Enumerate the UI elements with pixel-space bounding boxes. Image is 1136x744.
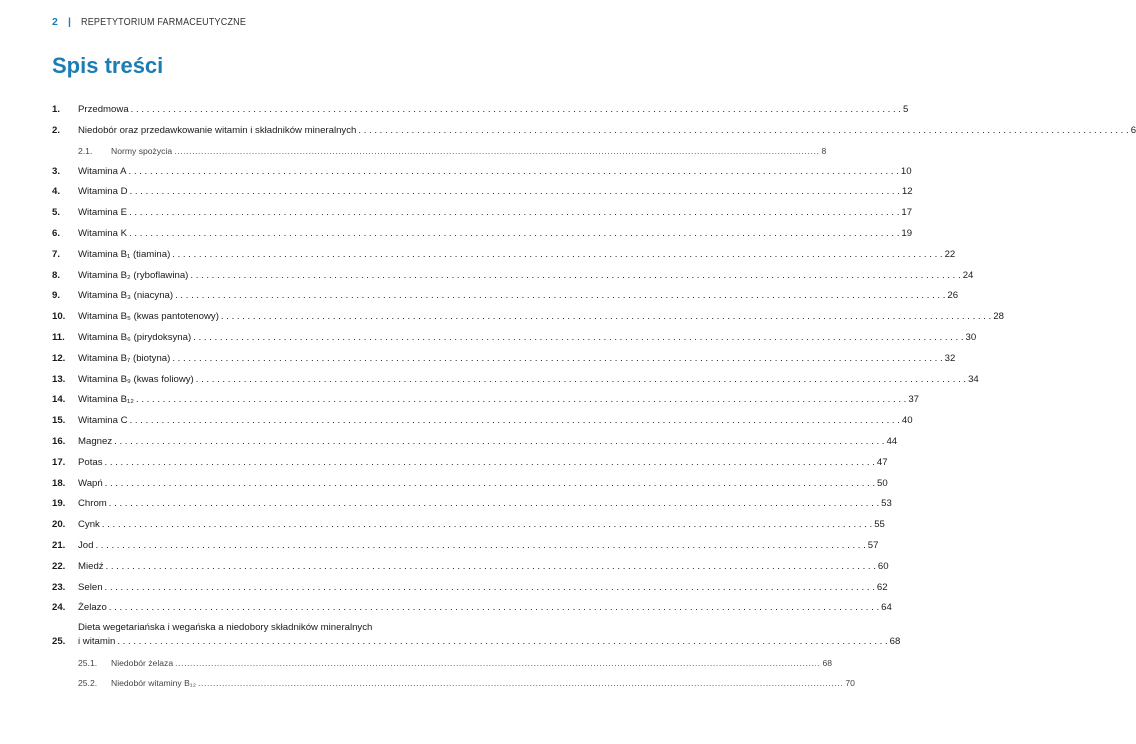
toc-entry-label-continued: i witamin [78,636,116,648]
toc-entry-number: 20. [52,519,66,531]
dot-leader [175,657,820,669]
toc-entry-page: 22 [944,248,956,260]
toc-entry-page: 68 [822,657,832,668]
dot-leader [174,145,819,157]
toc-entry-page: 8 [821,145,827,156]
dot-leader [105,582,875,594]
toc-entry[interactable] [52,116,1136,137]
toc-entry-number: 3. [52,165,61,177]
running-header [52,16,273,28]
toc-entry-label: Witamina B₆ (pirydoksyna) [78,332,192,344]
toc-entry-label: Witamina B₁ (tiamina) [78,248,171,260]
toc-entry-number: 13. [52,373,66,385]
dot-leader [130,186,900,198]
toc-entry-label: Witamina A [78,165,127,177]
toc-entry-number: 4. [52,186,61,198]
toc-entry[interactable] [52,178,913,199]
toc-entry-page: 53 [881,498,892,510]
toc-entry-number: 7. [52,248,61,260]
toc-entry-page: 30 [965,332,977,344]
toc-entry-page: 55 [874,519,885,531]
toc-subentry[interactable] [52,669,855,689]
toc-entry-label: Witamina B₁₂ [78,394,135,406]
dot-leader [136,394,906,406]
dot-leader [129,228,899,240]
toc-entry[interactable] [52,365,979,386]
dot-leader [130,415,900,427]
toc-entry-label: Potas [78,456,103,468]
toc-entry-page: 10 [900,165,912,177]
toc-entry-label: Niedobór witaminy B₁₂ [111,678,197,689]
dot-leader [102,519,872,531]
toc-entry-page: 37 [908,394,920,406]
dot-leader [190,270,960,282]
dot-leader [109,498,879,510]
toc-entry-page: 28 [993,311,1004,323]
toc-entry-number: 12. [52,352,66,364]
dot-leader [196,374,966,386]
table-of-contents [52,95,1136,689]
toc-entry[interactable] [52,490,892,511]
toc-entry[interactable] [52,157,912,178]
toc-entry-label: Magnez [78,436,113,448]
dot-leader [131,104,901,116]
toc-entry[interactable] [52,427,898,448]
toc-entry-label: Dieta wegetariańska i wegańska a niedobory składników mineralnych [78,622,373,634]
dot-leader [193,332,963,344]
toc-entry-page: 19 [901,228,913,240]
dot-leader [172,249,942,261]
toc-entry-number: 5. [52,207,61,219]
toc-entry-label: Selen [78,581,103,593]
dot-leader [198,677,843,689]
toc-entry-number: 2. [52,124,61,136]
toc-entry-page: 62 [876,581,888,593]
toc-entry-number: 25.1. [78,657,98,668]
toc-entry-page: 47 [876,456,888,468]
toc-entry-page: 5 [902,103,909,115]
toc-entry-number: 8. [52,269,61,281]
toc-entry-page: 6 [1130,124,1136,136]
toc-entry[interactable] [52,448,888,469]
toc-entry[interactable] [52,240,956,261]
toc-entry[interactable] [52,261,974,282]
toc-entry-number: 21. [52,540,66,552]
toc-entry[interactable] [52,573,888,594]
toc-entry[interactable] [52,552,889,573]
toc-entry-number: 23. [52,581,66,593]
toc-entry-page: 50 [877,477,888,489]
toc-entry-label: Witamina K [78,228,128,240]
toc-entry-page: 57 [867,540,879,552]
toc-entry[interactable] [52,198,913,219]
toc-entry[interactable] [52,344,956,365]
toc-entry-label: Jod [78,540,94,552]
page-title: Spis treści [52,53,164,78]
toc-entry-label: Witamina E [78,207,128,219]
toc-entry[interactable] [52,469,888,490]
dot-leader [175,290,945,302]
toc-entry[interactable] [52,510,885,531]
toc-entry-number: 16. [52,436,66,448]
header-separator: | [68,16,72,28]
toc-entry-number: 25.2. [78,678,98,689]
toc-entry[interactable] [52,323,977,344]
dot-leader [114,436,884,448]
dot-leader [172,353,942,365]
toc-entry-label: Chrom [78,498,107,510]
toc-entry-number: 15. [52,415,66,427]
toc-entry[interactable] [52,95,909,116]
running-title: REPETYTORIUM FARMACEUTYCZNE [81,16,247,28]
toc-entry-page: 60 [877,560,889,572]
toc-entry-page: 24 [962,269,974,281]
toc-entry[interactable] [52,282,959,303]
toc-entry-page: 32 [944,352,956,364]
toc-entry-page: 64 [881,602,892,614]
toc-entry[interactable] [52,531,879,552]
dot-leader [105,457,875,469]
toc-entry-page: 34 [968,373,979,385]
toc-entry[interactable] [52,406,913,427]
toc-entry-page: 26 [947,290,959,302]
toc-entry-page: 12 [901,186,913,198]
toc-entry-label: Witamina B₉ (kwas foliowy) [78,373,194,385]
toc-entry[interactable] [52,386,920,407]
toc-entry-number: 25. [52,636,66,648]
toc-entry-label: Cynk [78,519,100,531]
toc-entry-number: 18. [52,477,66,489]
toc-entry-label: Wapń [78,477,103,489]
dot-leader [109,602,879,614]
toc-entry-number: 10. [52,311,66,323]
dot-leader [106,561,876,573]
toc-entry-number: 6. [52,228,61,240]
toc-entry-page: 68 [889,636,901,648]
toc-entry-number: 19. [52,498,66,510]
toc-entry-label: Witamina B₂ (ryboflawina) [78,269,189,281]
toc-entry-number: 17. [52,456,66,468]
toc-entry[interactable] [52,594,892,615]
toc-entry-number: 14. [52,394,66,406]
toc-entry-page: 70 [845,678,855,689]
toc-entry-number: 9. [52,290,61,302]
toc-entry-label: Witamina D [78,186,128,198]
toc-entry-number: 24. [52,602,66,614]
dot-leader [117,636,887,648]
page-number: 2 [52,16,59,28]
toc-entry-label: Witamina B₅ (kwas pantotenowy) [78,311,219,323]
toc-entry-number: 22. [52,560,66,572]
dot-leader [105,478,875,490]
toc-entry-page: 40 [901,415,913,427]
toc-entry-label: Miedź [78,560,104,572]
toc-subentry[interactable] [52,648,832,668]
dot-leader [358,125,1128,137]
toc-entry-label: Przedmowa [78,103,129,115]
toc-entry-label: Niedobór oraz przedawkowanie witamin i składników mineralnych [78,124,357,136]
toc-entry-label: Żelazo [78,602,107,614]
dot-leader [221,311,991,323]
dot-leader [129,166,899,178]
toc-entry[interactable] [52,302,1004,323]
toc-entry-label: Witamina C [78,415,128,427]
toc-subentry[interactable] [52,137,827,157]
dot-leader [129,207,899,219]
toc-entry-page: 44 [886,436,898,448]
dot-leader [95,540,865,552]
toc-entry-label: Witamina B₃ (niacyna) [78,290,174,302]
toc-entry-label: Witamina B₇ (biotyna) [78,352,171,364]
toc-entry[interactable] [52,614,901,648]
toc-entry-number: 1. [52,103,61,115]
toc-entry-number: 2.1. [78,145,93,156]
toc-entry-label: Niedobór żelaza [111,657,174,668]
toc-entry-label: Normy spożycia [111,145,173,156]
toc-entry-page: 17 [901,207,913,219]
toc-entry[interactable] [52,219,913,240]
toc-entry-number: 11. [52,332,65,344]
